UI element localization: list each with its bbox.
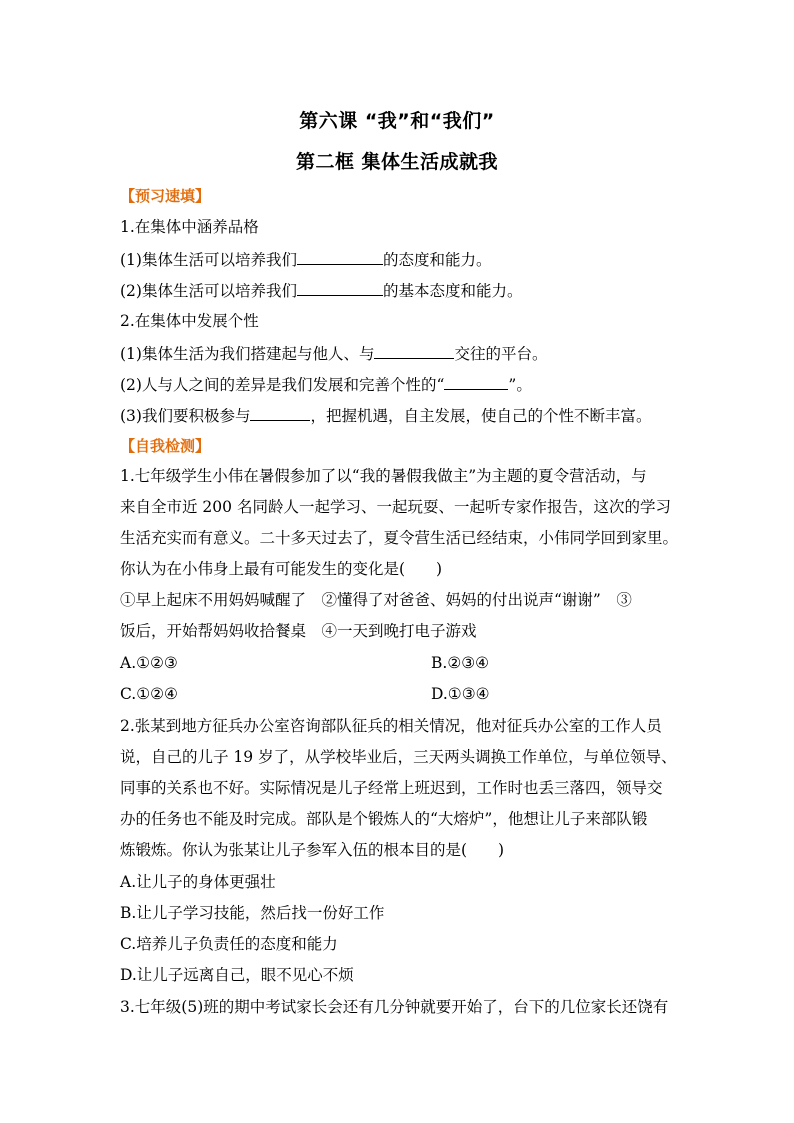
preview-item1-1 — [120, 249, 491, 270]
q1-option-b[interactable]: B.②③④ — [431, 654, 490, 672]
preview-item1-title: 1.在集体中涵养品格 — [120, 218, 259, 236]
q2-line: 办的任务也不能及时完成。部队是个锻炼人的“大熔炉”，他想让儿子来部队锻 — [120, 810, 648, 828]
q1-option-a[interactable]: A.①②③ — [120, 654, 178, 672]
preview-item2-3 — [120, 405, 651, 426]
fill-in-blank[interactable] — [297, 280, 383, 296]
q1-line: 来自全市近 200 名同龄人一起学习、一起玩耍、一起听专家作报告，这次的学习 — [120, 498, 671, 516]
preview-heading: 【预习速填】 — [120, 187, 211, 205]
q2-option-d[interactable]: D.让儿子远离自己，眼不见心不烦 — [120, 966, 354, 984]
fill-in-suffix: ，把握机遇，自主发展，使自己的个性不断丰富。 — [310, 407, 652, 425]
fill-in-suffix: ”。 — [508, 376, 532, 394]
q2-option-c[interactable]: C.培养儿子负责任的态度和能力 — [120, 935, 338, 953]
q2-line: 说，自己的儿子 19 岁了，从学校毕业后，三天两头调换工作单位，与单位领导、 — [120, 748, 677, 766]
fill-in-suffix: 的基本态度和能力。 — [382, 282, 523, 300]
fill-in-blank[interactable] — [297, 249, 383, 265]
preview-item2-2 — [120, 374, 532, 395]
preview-item2-title: 2.在集体中发展个性 — [120, 312, 259, 330]
lesson-title: 第六课 “我”和“我们” — [299, 110, 495, 132]
q1-option-d[interactable]: D.①③④ — [431, 685, 490, 703]
fill-in-prefix: (2)集体生活可以培养我们 — [120, 282, 297, 300]
section-title: 第二框 集体生活成就我 — [295, 151, 499, 173]
fill-in-suffix: 的态度和能力。 — [382, 251, 492, 269]
fill-in-prefix: (2)人与人之间的差异是我们发展和完善个性的“ — [120, 376, 445, 394]
fill-in-blank[interactable] — [444, 374, 508, 390]
selfcheck-heading: 【自我检测】 — [120, 437, 211, 455]
q2-line: 2.张某到地方征兵办公室咨询部队征兵的相关情况，他对征兵办公室的工作人员 — [120, 717, 662, 735]
fill-in-suffix: 交往的平台。 — [454, 345, 548, 363]
fill-in-blank[interactable] — [250, 405, 310, 421]
q2-option-b[interactable]: B.让儿子学习技能，然后找一份好工作 — [120, 904, 385, 922]
preview-item1-2 — [120, 280, 522, 301]
q3-line: 3.七年级(5)班的期中考试家长会还有几分钟就要开始了，台下的几位家长还饶有 — [120, 998, 669, 1016]
q1-option-c[interactable]: C.①②④ — [120, 685, 178, 703]
q1-line: 饭后，开始帮妈妈收拾餐桌 ④一天到晚打电子游戏 — [120, 622, 477, 640]
q2-line: 炼锻炼。你认为张某让儿子参军入伍的根本目的是( ) — [120, 841, 505, 859]
fill-in-prefix: (3)我们要积极参与 — [120, 407, 251, 425]
q1-line: 1.七年级学生小伟在暑假参加了以“我的暑假我做主”为主题的夏令营活动，与 — [120, 467, 647, 485]
q1-line: 生活充实而有意义。二十多天过去了，夏令营生活已经结束，小伟同学回到家里。 — [120, 529, 679, 547]
q1-line: 你认为在小伟身上最有可能发生的变化是( ) — [120, 560, 443, 578]
fill-in-prefix: (1)集体生活为我们搭建起与他人、与 — [120, 345, 375, 363]
preview-item2-1 — [120, 343, 547, 364]
fill-in-blank[interactable] — [374, 343, 454, 359]
q2-line: 同事的关系也不好。实际情况是儿子经常上班迟到，工作时也丢三落四，领导交 — [120, 779, 663, 797]
q2-option-a[interactable]: A.让儿子的身体更强壮 — [120, 873, 276, 891]
fill-in-prefix: (1)集体生活可以培养我们 — [120, 251, 297, 269]
q1-line: ①早上起床不用妈妈喊醒了 ②懂得了对爸爸、妈妈的付出说声“谢谢” ③ — [120, 591, 632, 609]
